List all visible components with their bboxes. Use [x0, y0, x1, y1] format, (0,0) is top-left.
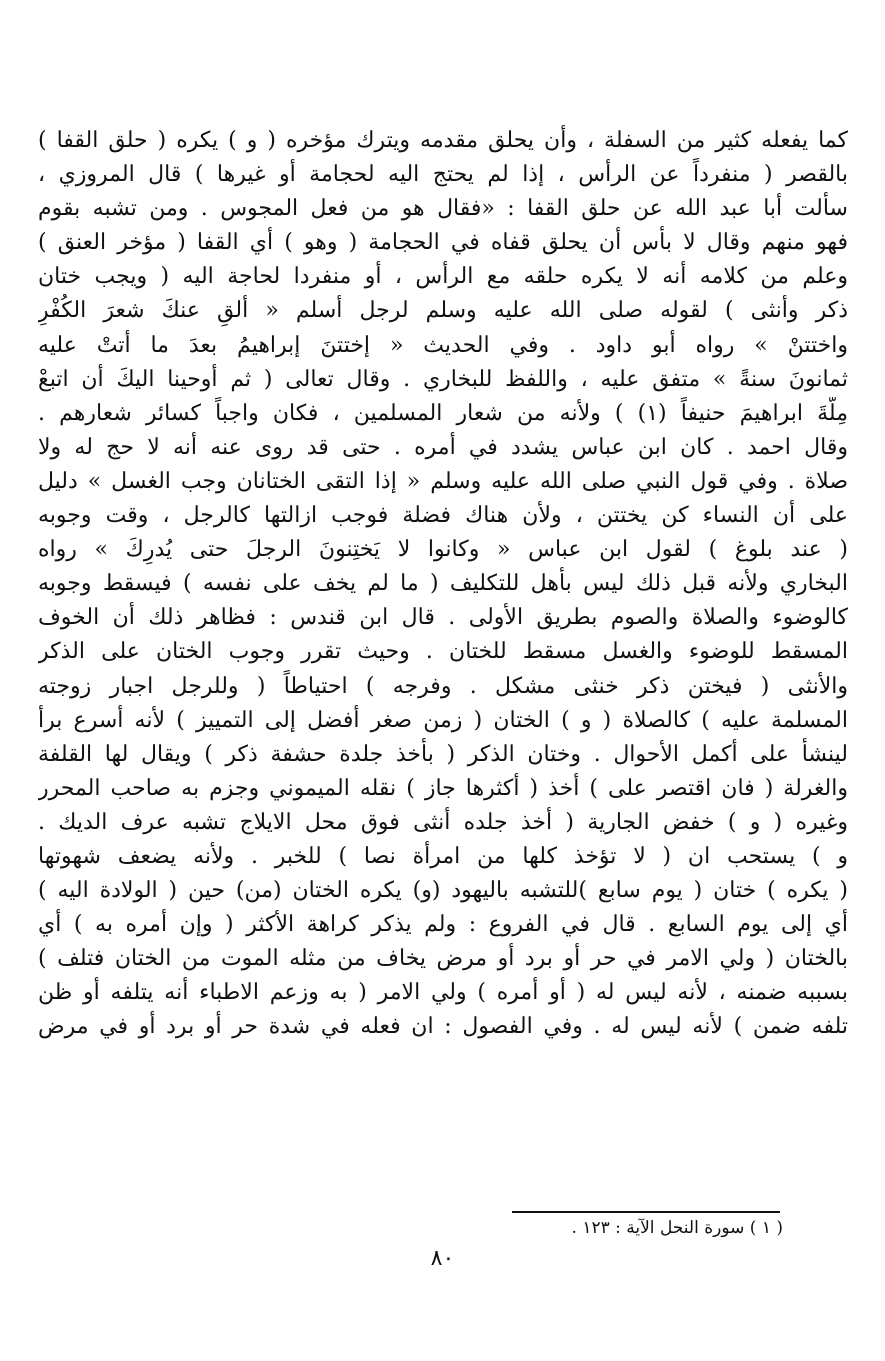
text-line: المسلمة عليه ) كالصلاة ( و ) الختان ( زمن صغر أفضل إلى التمييز ) لأنه أسرع برأ	[38, 707, 848, 733]
text-line: وغيره ( و ) خفض الجارية ( أخذ جلده أنثى فوق محل الايلاج تشبه عرف الديك .	[38, 809, 848, 835]
footnote-divider	[512, 1211, 780, 1213]
text-line: صلاة . وفي قول النبي صلى الله عليه وسلم « إذا التقى الختانان وجب الغسل » دليل	[38, 468, 848, 494]
text-line: بسببه ضمنه ، لأنه ليس له ( أو أمره ) ولي الامر ( به وزعم الاطباء أنه يتلفه أو ظن	[38, 980, 848, 1006]
footnote: ( ١ ) سورة النحل الآية : ١٢٣ .	[571, 1218, 783, 1238]
text-line: وقال احمد . كان ابن عباس يشدد في أمره . حتى قد روى عنه أنه لا حج له ولا	[38, 434, 848, 460]
text-line: و ) يستحب ان ( لا تؤخذ كلها من امرأة نصا ) للخبر . ولأنه يضعف شهوتها	[38, 843, 848, 869]
text-line: سألت أبا عبد الله عن حلق القفا : «فقال هو من فعل المجوس . ومن تشبه بقوم	[38, 196, 848, 222]
text-line: فهو منهم وقال لا بأس أن يحلق قفاه في الحجامة ( وهو ) أي القفا ( مؤخر العنق )	[38, 230, 848, 256]
text-line: والغرلة ( فان اقتصر على ) أخذ ( أكثرها جاز ) نقله الميموني وجزم به صاحب المحرر	[38, 775, 848, 801]
text-line: لينشأ على أكمل الأحوال . وختان الذكر ( بأخذ جلدة حشفة ذكر ) ويقال لها القلفة	[38, 741, 848, 767]
text-line: وعلم من كلامه أنه لا يكره حلقه مع الرأس ، أو منفردا لحاجة اليه ( ويجب ختان	[38, 264, 848, 290]
text-line: كالوضوء والصلاة والصوم بطريق الأولى . قال ابن قندس : فظاهر ذلك أن الخوف	[38, 605, 848, 631]
text-line: بالقصر ( منفرداً عن الرأس ، إذا لم يحتج اليه لحجامة أو غيرها ) قال المروزي ،	[38, 162, 848, 188]
text-line: تلفه ضمن ) لأنه ليس له . وفي الفصول : ان فعله في شدة حر أو برد أو في مرض	[38, 1014, 848, 1040]
text-line: البخاري ولأنه قبل ذلك ليس بأهل للتكليف ( ما لم يخف على نفسه ) فيسقط وجوبه	[38, 571, 848, 597]
text-line: ( عند بلوغ ) لقول ابن عباس « وكانوا لا يَختِنونَ الرجلَ حتى يُدرِكَ » رواه	[38, 537, 848, 563]
text-line: بالختان ( ولي الامر في حر أو برد أو مرض يخاف من مثله الموت من الختان فتلف )	[38, 946, 848, 972]
text-line: ذكر وأنثى ) لقوله صلى الله عليه وسلم لرجل أسلم « ألقِ عنكَ شعرَ الكُفْرِ	[38, 298, 848, 324]
text-line: واختتنْ » رواه أبو داود . وفي الحديث « إختتنَ إبراهيمُ بعدَ ما أتتْ عليه	[38, 332, 848, 358]
text-line: ثمانونَ سنةً » متفق عليه ، واللفظ للبخاري . وقال تعالى ( ثم أوحينا اليكَ أن اتبعْ	[38, 366, 848, 392]
text-line: مِلّةَ ابراهيمَ حنيفاً (١) ) ولأنه من شعار المسلمين ، فكان واجباً كسائر شعارهم .	[38, 400, 848, 426]
text-line: المسقط للوضوء والغسل مسقط للختان . وحيث تقرر وجوب الختان على الذكر	[38, 639, 848, 665]
text-line: ( يكره ) ختان ( يوم سابع )للتشبه باليهود (و) يكره الختان (من) حين ( الولادة اليه )	[38, 878, 848, 904]
text-line: أي إلى يوم السابع . قال في الفروع : ولم يذكر كراهة الأكثر ( وإن أمره به ) أي	[38, 912, 848, 938]
text-line: على أن النساء كن يختتن ، ولأن هناك فضلة فوجب ازالتها كالرجل ، وقت وجوبه	[38, 503, 848, 529]
page-number: ٨٠	[430, 1246, 455, 1271]
text-line: كما يفعله كثير من السفلة ، وأن يحلق مقدمه ويترك مؤخره ( و ) يكره ( حلق القفا )	[38, 128, 848, 153]
body-text	[38, 124, 848, 1045]
text-line: والأنثى ( فيختن ذكر خنثى مشكل . وفرجه ) احتياطاً ( وللرجل اجبار زوجته	[38, 673, 848, 699]
